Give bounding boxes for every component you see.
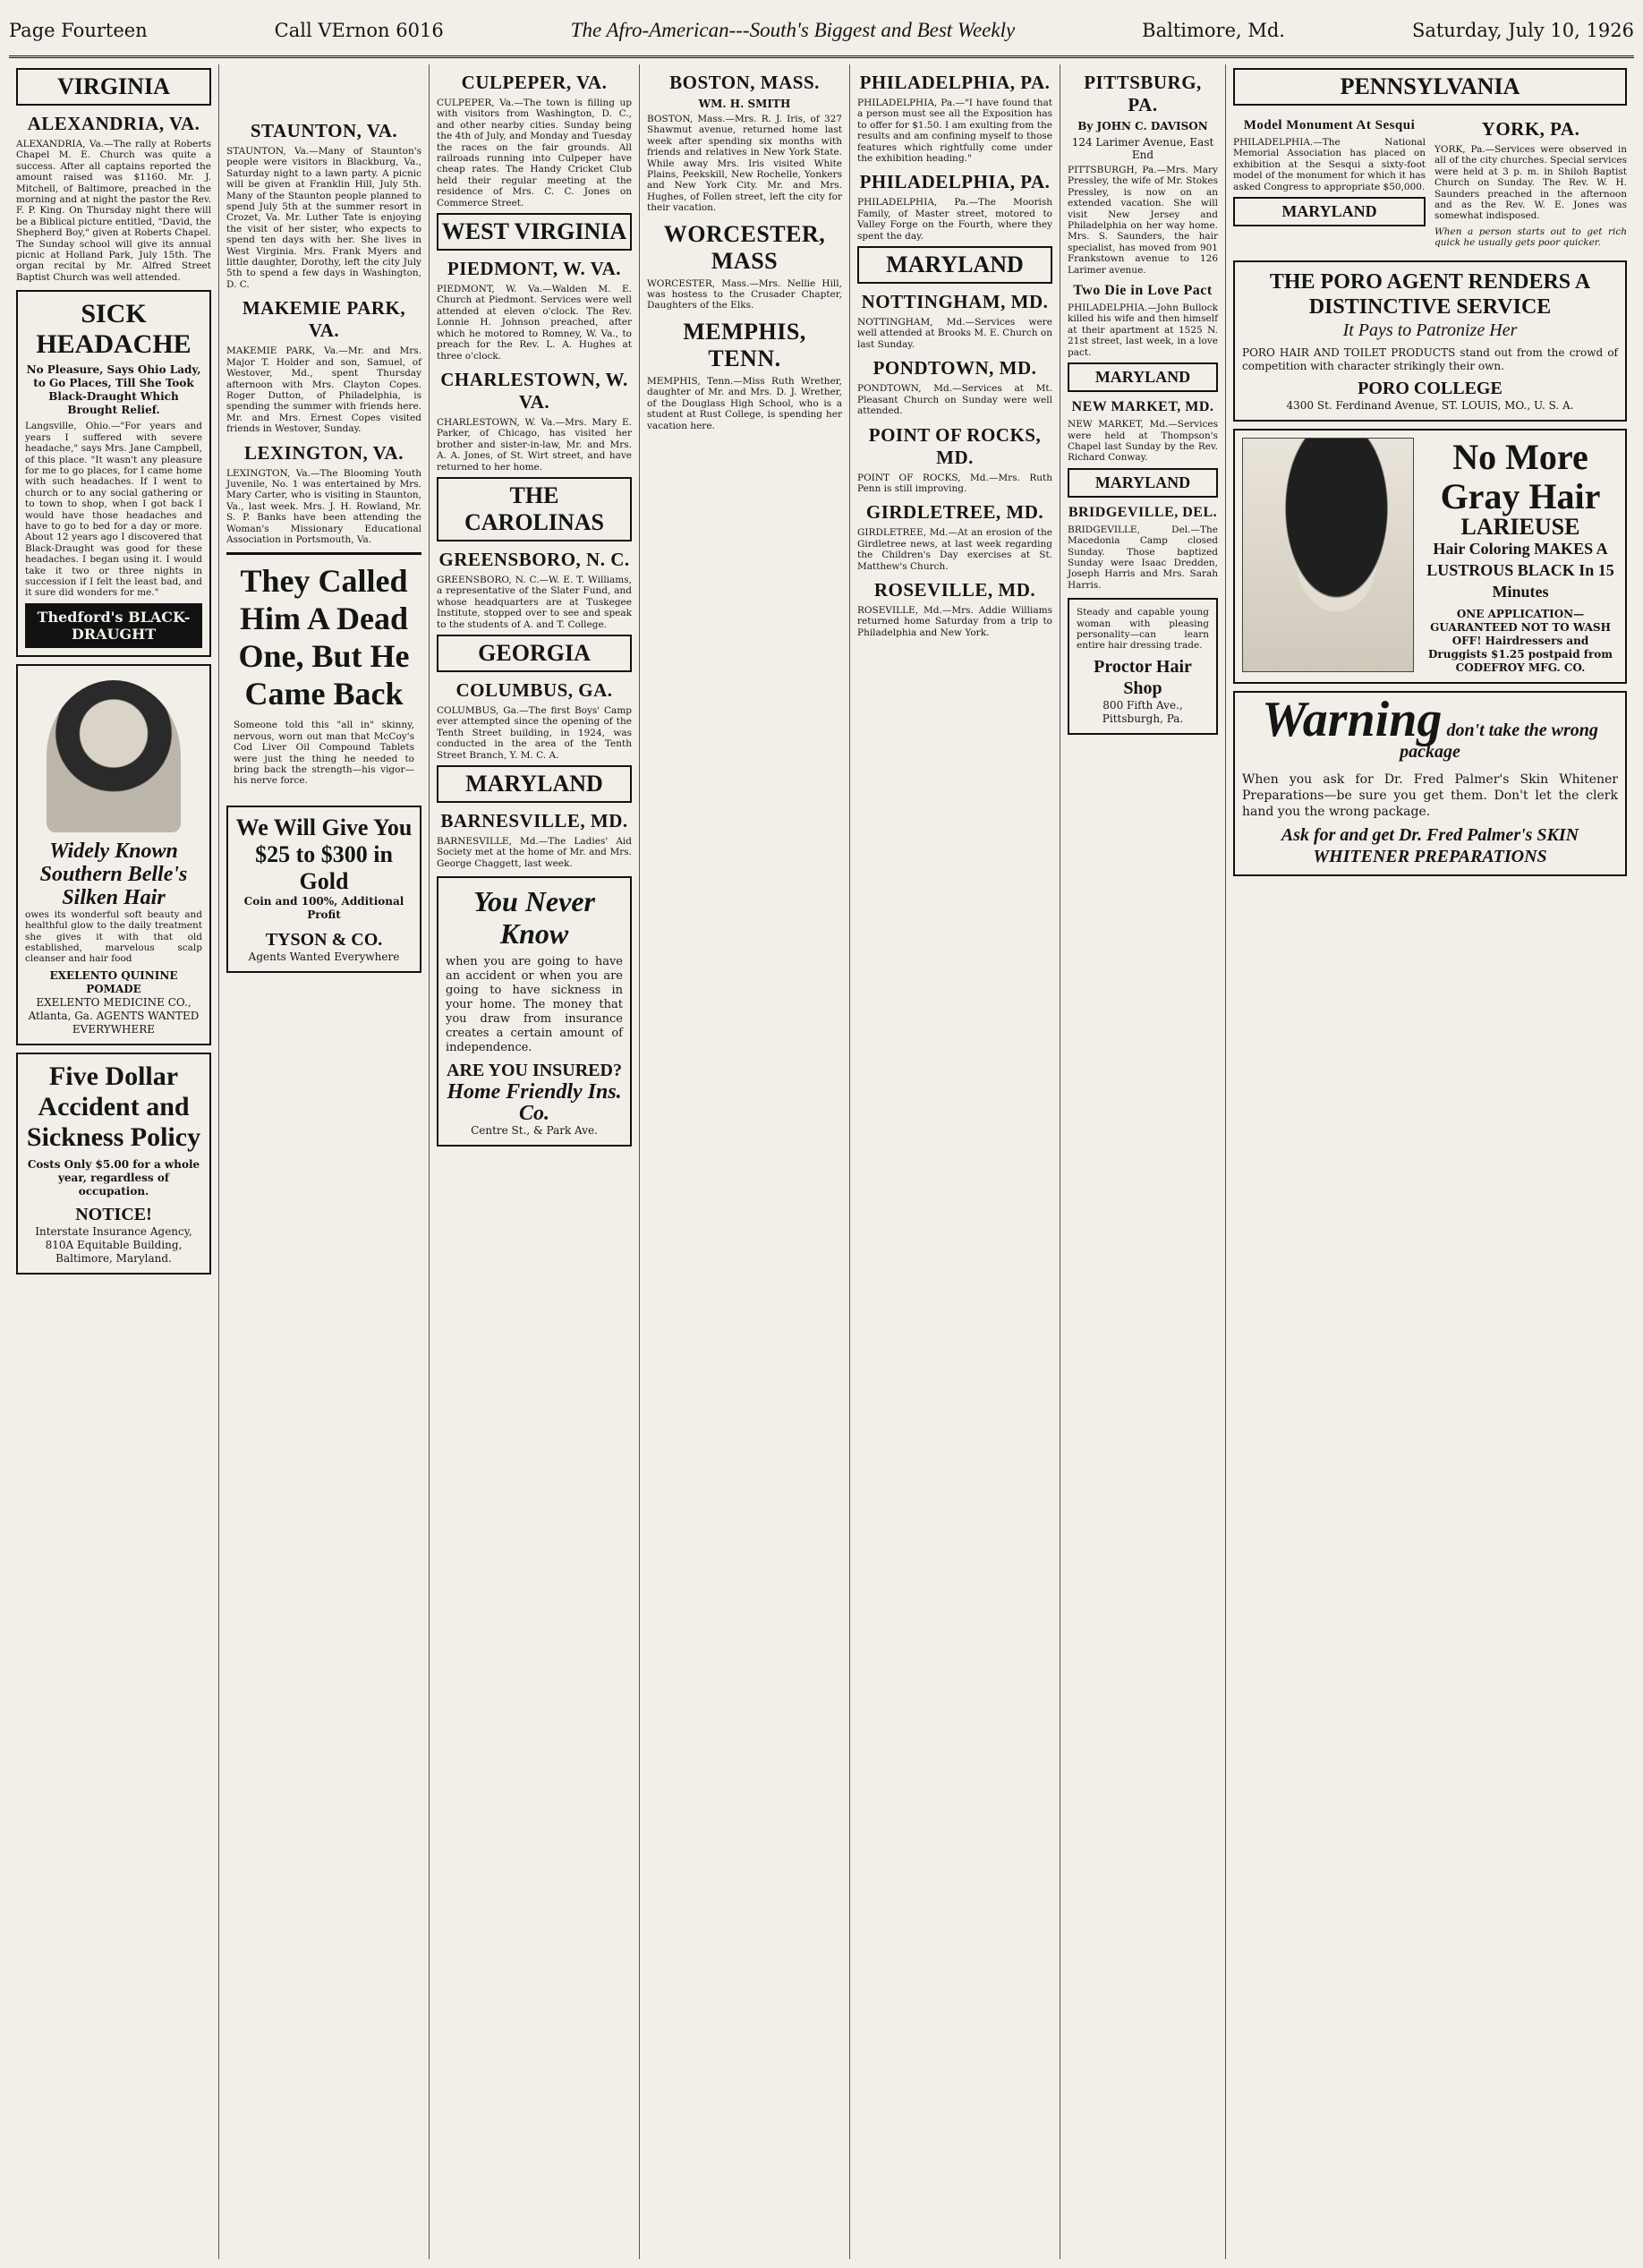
city: Baltimore, Md. [1142, 20, 1285, 41]
dateline-lexington: LEXINGTON, VA. [244, 441, 404, 464]
dateline-roseville: ROSEVILLE, MD. [873, 578, 1036, 601]
article-columbus: COLUMBUS, Ga.—The first Boys' Camp ever attempted since the opening of the Tenth Street building, in 1924, was conducted in the area of the Tenth Street Branch, Y. M. C. A. [437, 704, 632, 761]
filler-quote: When a person starts out to get rich quick he usually gets poor quicker. [1434, 226, 1627, 249]
article-memphis: MEMPHIS, Tenn.—Miss Ruth Wrether, daughter of Mr. and Mrs. D. J. Wrether, of the Douglass High School, who is a student at Rust College, is spending her vacation here. [647, 375, 842, 431]
headline-model-monument: Model Monument At Sesqui [1243, 118, 1416, 132]
ad-brand: Thedford's BLACK-DRAUGHT [25, 603, 202, 648]
article-worcester: WORCESTER, Mass.—Mrs. Nellie Hill, was hostess to the Crusader Chapter, Daughters of the Elks. [647, 277, 842, 311]
section-maryland: MARYLAND [437, 765, 632, 803]
ad-address: Centre St., & Park Ave. [471, 1124, 598, 1138]
ad-title: THE PORO AGENT RENDERS A DISTINCTIVE SERVICE [1269, 269, 1591, 319]
dateline-york: YORK, PA. [1481, 118, 1580, 140]
correspondent: WM. H. SMITH [698, 98, 791, 110]
article-york: YORK, Pa.—Services were observed in all of the city churches. Special services were held at 3 p. m. in Shiloh Baptist Church on Sunday. The Rev. W. H. Saunders preached in the afternoon and as the Rev. W. E. Jones was somewhat indisposed. [1434, 144, 1627, 222]
ad-gold [226, 806, 421, 973]
article-pittsburg: PITTSBURGH, Pa.—Mrs. Mary Pressley, the wife of Mr. Stokes Pressley, is now on an extended vacation. She will visit New Jersey and Philadelphia on her way home. Mrs. S. Saunders, the hair specialist, has moved from 901 Frankstown avenue to 126 Larimer avenue. [1068, 165, 1218, 276]
dateline-greensboro: GREENSBORO, N. C. [438, 548, 630, 570]
section-maryland-2: MARYLAND [1068, 468, 1218, 498]
column-6 [1060, 64, 1226, 2259]
ad-footer: Agents Wanted Everywhere [248, 950, 400, 963]
article-new-market: NEW MARKET, Md.—Services were held at Thompson's Chapel last Sunday by the Rev. Richard Conway. [1068, 419, 1218, 464]
ad-footer: EXELENTO MEDICINE CO., Atlanta, Ga. AGENTS WANTED EVERYWHERE [28, 995, 200, 1036]
ad-subtitle: Coin and 100%, Additional Profit [243, 894, 404, 921]
dateline-point-of-rocks: POINT OF ROCKS, MD. [868, 423, 1042, 468]
ad-title: They Called Him A Dead One, But He Came Back [238, 563, 410, 712]
section-maryland: MARYLAND [1233, 197, 1426, 226]
dateline-philadelphia: PHILADELPHIA, PA. [859, 72, 1051, 93]
column-2 [219, 64, 430, 2259]
headline-two-die: Two Die in Love Pact [1073, 283, 1213, 299]
ad-text: owes its wonderful soft beauty and healthful glow to the daily treatment she gives it with that old established, marvelous scalp cleanser and hair food [25, 908, 202, 965]
ad-sick-headache [16, 290, 211, 657]
article-roseville: ROSEVILLE, Md.—Mrs. Addie Williams returned home Saturday from a trip to Philadelphia and New York. [857, 604, 1052, 638]
ad-notice: NOTICE! [75, 1204, 152, 1224]
column-3 [430, 64, 640, 2259]
dateline-barnesville: BARNESVILLE, MD. [440, 810, 628, 831]
column-1 [9, 64, 219, 2259]
article-culpeper: CULPEPER, Va.—The town is filling up with visitors from Washington, D. C., and other nearby cities. Sunday being the 4th of July, and Monday and Tuesday the races on the fair grounds. All railroads running into Culpeper have cheap rates. The Handy Cricket Club held their regular meeting at the residence of Mrs. C. C. Jones on Commerce Street. [437, 98, 632, 209]
ad-text: ONE APPLICATION—GUARANTEED NOT TO WASH OFF! Hairdressers and Druggists $1.25 postpaid from [1428, 607, 1613, 661]
article-bridgeville: BRIDGEVILLE, Del.—The Macedonia Camp closed Sunday. Those baptized Sunday were Isaac Dredden, Joseph Harris and Mrs. Sarah Harris. [1068, 524, 1218, 591]
dateline-boston: BOSTON, MASS. [669, 72, 820, 93]
dateline-pondtown: PONDTOWN, MD. [873, 357, 1037, 379]
dateline-new-market: NEW MARKET, MD. [1071, 399, 1214, 415]
ad-subtitle: Hair Coloring MAKES A LUSTROUS BLACK In 15 Minutes [1426, 539, 1614, 601]
ad-text: Langsville, Ohio.—"For years and years I suffered with severe headache," says Mrs. Jane Campbell, of this place. "It wasn't any pleasure for me to go places, for I came home with such headaches. If I went to church or to any social gathering or to town to shop, when I got back I would have those headaches and have to go to bed for a day or more. About 12 years ago I discovered that Black-Draught was good for these headaches. I began using it. I would take it two or three nights in succession if I felt the least bad, and it sure did wonders for me." [25, 421, 202, 599]
ad-firm: CODEFROY MFG. CO. [1455, 661, 1586, 674]
ad-dead-one [226, 552, 421, 797]
dateline-memphis: MEMPHIS, TENN. [683, 318, 806, 371]
ad-firm: Proctor Hair Shop [1094, 656, 1192, 698]
ad-text: when you are going to have an accident or when you are going to have sickness in your home. The money that you draw from insurance creates a certain amount of independence. [446, 955, 623, 1055]
ad-subtitle: It Pays to Patronize Her [1342, 320, 1518, 340]
article-philadelphia: PHILADELPHIA, Pa.—"I have found that a person must see all the Exposition has to offer for $1.50. I am exulting from the results and am confining myself to those features which rightfully come under the exhibition heading." [857, 98, 1052, 165]
correspondent-address: 124 Larimer Avenue, East End [1071, 136, 1214, 161]
section-pennsylvania: PENNSYLVANIA [1233, 68, 1627, 106]
column-4 [640, 64, 850, 2259]
ad-title: You Never Know [473, 885, 595, 951]
section-virginia: VIRGINIA [16, 68, 211, 106]
ad-title: Warning [1262, 691, 1443, 747]
ad-address: 800 Fifth Ave., Pittsburgh, Pa. [1102, 698, 1184, 725]
ad-gray-hair [1233, 429, 1627, 684]
article-point-of-rocks: POINT OF ROCKS, Md.—Mrs. Ruth Penn is still improving. [857, 472, 1052, 494]
dateline-culpeper: CULPEPER, VA. [461, 72, 608, 93]
portrait-illustration [47, 680, 181, 832]
section-maryland: MARYLAND [857, 246, 1052, 284]
ad-brand: EXELENTO QUININE POMADE [49, 968, 178, 995]
article-philadelphia-2: PHILADELPHIA, Pa.—The Moorish Family, of Master street, motored to Valley Forge on the Fourth, where they spent the day. [857, 197, 1052, 242]
section-georgia: GEORGIA [437, 635, 632, 672]
article-charlestown: CHARLESTOWN, W. Va.—Mrs. Mary E. Parker, of Chicago, has visited her brother and sister-in-law, Mr. and Mrs. A. A. Jones, of St. Wirt street, and have returned to her home. [437, 416, 632, 473]
ad-firm: PORO COLLEGE [1358, 378, 1503, 398]
column-7 [1226, 64, 1634, 2259]
section-maryland: MARYLAND [1068, 362, 1218, 392]
ad-address: 4300 St. Ferdinand Avenue, ST. LOUIS, MO., U. S. A. [1286, 398, 1574, 412]
dateline-worcester: WORCESTER, MASS [663, 220, 826, 274]
ad-title: Five Dollar Accident and Sickness Policy [26, 1061, 201, 1152]
article-alexandria: ALEXANDRIA, Va.—The rally at Roberts Chapel M. E. Church was quite a success. After all captains reported the amount raised was $1160. Mr. J. Mitchell, of Baltimore, preached in the morning and at night the pastor the Rev. F. P. King. On Thursday night there will be a Biblical picture entitled, "David, the Shepherd Boy," given at Roberts Chapel. The Sunday school will give its annual picnic at Holland Park, July 15th. The organ recital by Mr. Alfred Street Baptist Church was well attended. [16, 139, 211, 283]
issue-date: Saturday, July 10, 1926 [1411, 20, 1634, 41]
ad-question: ARE YOU INSURED? [447, 1061, 622, 1081]
ad-brand: LARIEUSE [1460, 513, 1580, 540]
ad-firm: TYSON & CO. [265, 929, 383, 950]
ad-you-never-know [437, 876, 632, 1147]
dateline-alexandria: ALEXANDRIA, VA. [27, 113, 200, 134]
ad-text: Steady and capable young woman with pleasing personality—can learn entire hair dressing trade. [1077, 607, 1209, 652]
article-barnesville: BARNESVILLE, Md.—The Ladies' Aid Society met at the home of Mr. and Mrs. George Chaggett, last week. [437, 836, 632, 869]
article-girdletree: GIRDLETREE, Md.—At an erosion of the Girdletree news, at last week regarding the Children's Day exercises at St. Matthew's Church. [857, 527, 1052, 572]
ad-text: Costs Only $5.00 for a whole year, regardless of occupation. [27, 1157, 200, 1198]
article-staunton: STAUNTON, Va.—Many of Staunton's people were visitors in Blackburg, Va., Saturday night to a lawn party. A picnic will be given at Franklin Hill, July 5th. Many of the Staunton people planned to spend July 5th at the summer resort in Crozet, Va. Mr. Luther Tate is enjoying the visit of her sister, who expects to spend ten days with her. She lives in West Virginia. Mrs. Frank Myers and little daughter, Dorothy, left the city July 5th to spend a few days in Washington, D. C. [226, 146, 421, 290]
section-carolinas: THE CAROLINAS [437, 477, 632, 541]
dateline-staunton: STAUNTON, VA. [250, 120, 398, 141]
ad-title: SICK HEADACHE [36, 299, 192, 360]
dateline-columbus: COLUMBUS, GA. [455, 678, 613, 701]
phone: Call VErnon 6016 [274, 20, 444, 41]
dateline-bridgeville: BRIDGEVILLE, DEL. [1068, 504, 1218, 520]
masthead [9, 5, 1634, 58]
dateline-girdletree: GIRDLETREE, MD. [865, 501, 1044, 524]
ad-accident-policy [16, 1053, 211, 1275]
ad-text: Someone told this "all in" skinny, nervous, worn out man that McCoy's Cod Liver Oil Compound Tablets were just the thing he needed to bring back the strength—his vigor—his nerve force. [234, 720, 414, 787]
dateline-makemie: MAKEMIE PARK, VA. [242, 297, 406, 342]
article-pondtown: PONDTOWN, Md.—Services at Mt. Pleasant Church on Sunday were well attended. [857, 383, 1052, 417]
column-5 [850, 64, 1060, 2259]
article-two-die: PHILADELPHIA.—John Bullock killed his wife and then himself at their apartment at 1525 N. 21st street, last week, in a love pact. [1068, 303, 1218, 358]
ad-subtitle: don't take the wrong package [1400, 720, 1598, 762]
ad-warning [1233, 691, 1627, 876]
ad-footer: Ask for and get Dr. Fred Palmer's SKIN WHITENER PREPARATIONS [1281, 824, 1579, 866]
article-lexington: LEXINGTON, Va.—The Blooming Youth Juvenile, No. 1 was entertained by Mrs. Mary Carter, who is visiting in Staunton, Va., last week. Mrs. J. H. Rowland, Mr. S. P. Banks have been attending the Woman's Missionary Educational Association in Portsmouth, Va. [226, 467, 421, 545]
dateline-philadelphia-2: PHILADELPHIA, PA. [859, 171, 1051, 193]
article-greensboro: GREENSBORO, N. C.—W. E. T. Williams, a representative of the Slater Fund, and whose headquarters are at Tuskegee Institute, stopped over to see and speak to the students of A. and T. College. [437, 574, 632, 630]
section-west-virginia: WEST VIRGINIA [437, 213, 632, 251]
page-number: Page Fourteen [9, 20, 148, 41]
dateline-pittsburg: PITTSBURG, PA. [1084, 72, 1202, 115]
article-boston: BOSTON, Mass.—Mrs. R. J. Iris, of 327 Shawmut avenue, returned home last week after spending six months with friends and relatives in New York State. While away Mrs. Iris visited White Plains, Peekskill, New Rochelle, Yonkers and New York City. Mr. and Mrs. Hughes, of Follen street, left the city for their vacation. [647, 114, 842, 214]
ad-title: No More Gray Hair [1440, 436, 1601, 516]
dateline-nottingham: NOTTINGHAM, MD. [861, 291, 1049, 313]
ad-title: We Will Give You $25 to $300 in Gold [235, 814, 413, 894]
dateline-piedmont: PIEDMONT, W. VA. [447, 258, 622, 280]
ad-subtitle: No Pleasure, Says Ohio Lady, to Go Places, Till She Took Black-Draught Which Brought Relief. [26, 363, 201, 417]
article-piedmont: PIEDMONT, W. Va.—Walden M. E. Church at Piedmont. Services were well attended at eleven o'clock. The Rev. Lonnie H. Johnson preached, after which he motored to Romney, W. Va., to preach for the Rev. L. A. Hughes at three o'clock. [437, 284, 632, 362]
article-nottingham: NOTTINGHAM, Md.—Services were well attended at Brooks M. E. Church on last Sunday. [857, 317, 1052, 350]
correspondent: By JOHN C. DAVISON [1077, 120, 1208, 132]
ad-text: PORO HAIR AND TOILET PRODUCTS stand out from the crowd of competition with character strikingly their own. [1242, 345, 1618, 372]
ad-poro [1233, 260, 1627, 422]
article-makemie: MAKEMIE PARK, Va.—Mr. and Mrs. Major T. Holder and son, Samuel, of Westover, Md., spent Thursday afternoon with Mrs. Clayton Copes. Roger Dutton, of Philadelphia, is spending the summer with friends here. Mr. and Mrs. Ernest Copes visited friends in Westover, Sunday. [226, 345, 421, 435]
article-model-monument: PHILADELPHIA.—The National Memorial Association has placed on exhibition at the Sesqui a sixty-foot model of the monument for which it has asked Congress to appropriate $50,000. [1233, 137, 1426, 192]
ad-proctor-hair-shop [1068, 598, 1218, 735]
ad-title: Widely Known Southern Belle's Silken Hair [39, 839, 188, 909]
woman-illustration [1242, 438, 1414, 672]
ad-footer: Interstate Insurance Agency, 810A Equitable Building, Baltimore, Maryland. [35, 1224, 192, 1265]
dateline-charlestown: CHARLESTOWN, W. VA. [440, 368, 628, 413]
ad-silken-hair [16, 664, 211, 1045]
ad-text: When you ask for Dr. Fred Palmer's Skin Whitener Preparations—be sure you get them. Don't let the clerk hand you the wrong package. [1242, 772, 1618, 819]
pennsylvania-columns [1233, 111, 1627, 253]
paper-name: The Afro-American---South's Biggest and Best Weekly [570, 19, 1016, 41]
ad-firm: Home Friendly Ins. Co. [447, 1080, 622, 1126]
